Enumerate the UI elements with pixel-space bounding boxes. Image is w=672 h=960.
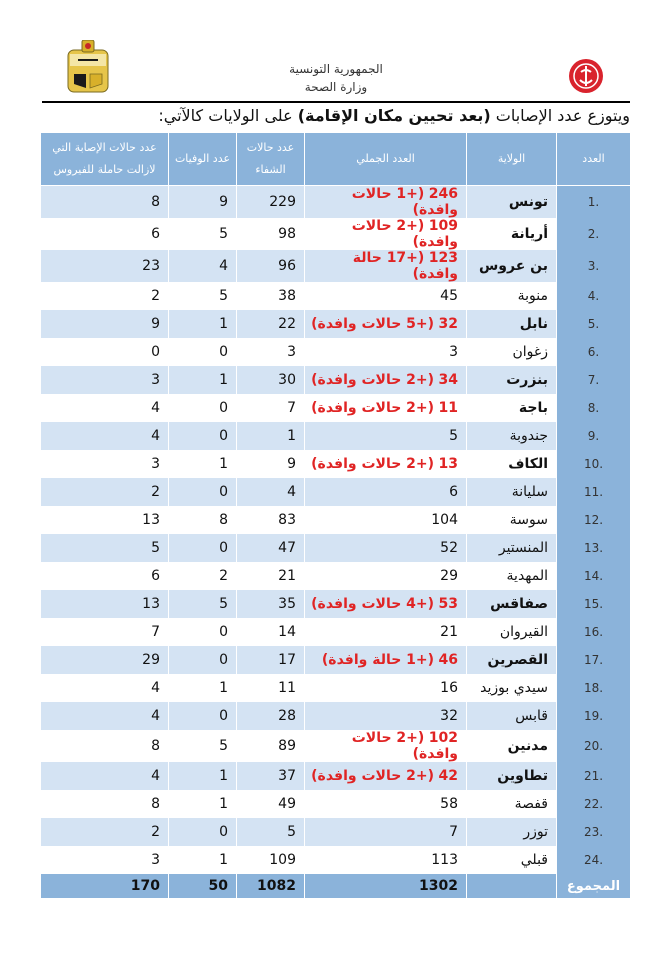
cell-active: 8 (41, 790, 169, 818)
cell-governorate: سليانة (467, 478, 557, 506)
total-cases: 1302 (305, 874, 467, 898)
cell-governorate: سوسة (467, 506, 557, 534)
imported-cases-note: (+5 حالات وافدة) (311, 316, 435, 332)
table-row (41, 646, 631, 674)
total-value: 34 (438, 372, 458, 388)
table-row (41, 338, 631, 366)
table-row (41, 562, 631, 590)
total-value: 32 (438, 316, 458, 332)
total-value: 46 (438, 652, 458, 668)
cell-deaths: 1 (169, 674, 237, 702)
cell-deaths: 0 (169, 338, 237, 366)
cell-recovered: 17 (237, 646, 305, 674)
imported-cases-note: (+1 حالات وافدة) (351, 186, 458, 218)
cell-index: 6. (557, 338, 631, 366)
cell-active: 8 (41, 186, 169, 219)
total-deaths: 50 (169, 874, 237, 898)
table-row (41, 790, 631, 818)
table-row (41, 450, 631, 478)
total-value: 45 (440, 288, 458, 304)
cell-index: 2. (557, 218, 631, 250)
cell-deaths: 1 (169, 762, 237, 790)
cell-active: 23 (41, 250, 169, 282)
country-name: الجمهورية التونسية (289, 62, 383, 76)
table-row (41, 506, 631, 534)
cell-index: 5. (557, 310, 631, 338)
total-value: 3 (449, 344, 458, 360)
table-row (41, 250, 631, 282)
cell-governorate: جندوبة (467, 422, 557, 450)
cell-total (305, 310, 467, 338)
total-value: 123 (428, 250, 458, 266)
cell-index: 12. (557, 506, 631, 534)
total-value: 16 (440, 680, 458, 696)
imported-cases-note: (+17 حالة وافدة) (352, 250, 458, 282)
table-row (41, 846, 631, 874)
cell-active: 13 (41, 506, 169, 534)
cell-recovered: 35 (237, 590, 305, 618)
cell-total (305, 250, 467, 282)
cell-index: 8. (557, 394, 631, 422)
cell-deaths: 0 (169, 818, 237, 846)
cell-recovered: 7 (237, 394, 305, 422)
cell-active: 7 (41, 618, 169, 646)
cell-governorate: نابل (467, 310, 557, 338)
table-row (41, 218, 631, 250)
cell-recovered: 21 (237, 562, 305, 590)
cell-index: 24. (557, 846, 631, 874)
cell-index: 16. (557, 618, 631, 646)
total-value: 109 (428, 218, 458, 234)
cell-active: 4 (41, 674, 169, 702)
table-row (41, 186, 631, 219)
cell-recovered: 96 (237, 250, 305, 282)
cell-index: 15. (557, 590, 631, 618)
cell-deaths: 2 (169, 562, 237, 590)
cell-index: 11. (557, 478, 631, 506)
table-row (41, 310, 631, 338)
cell-governorate: باجة (467, 394, 557, 422)
header-deaths: عدد الوفيات (169, 133, 237, 186)
cell-deaths: 0 (169, 702, 237, 730)
cell-recovered: 47 (237, 534, 305, 562)
cell-governorate: تطاوين (467, 762, 557, 790)
cell-deaths: 1 (169, 790, 237, 818)
header-governorate: الولاية (467, 133, 557, 186)
cell-total (305, 562, 467, 590)
table-row (41, 590, 631, 618)
cell-deaths: 0 (169, 478, 237, 506)
cell-deaths: 1 (169, 366, 237, 394)
intro-prefix: ويتوزع عدد الإصابات (490, 106, 630, 125)
cell-active: 3 (41, 366, 169, 394)
cell-index: 4. (557, 282, 631, 310)
cell-index: 21. (557, 762, 631, 790)
total-value: 104 (431, 512, 458, 528)
header-recovered: عدد حالات الشفاء (237, 133, 305, 186)
cell-index: 22. (557, 790, 631, 818)
total-value: 58 (440, 796, 458, 812)
intro-bold: (بعد تحيين مكان الإقامة) (297, 106, 491, 125)
cell-recovered: 1 (237, 422, 305, 450)
cell-active: 3 (41, 450, 169, 478)
cell-total (305, 422, 467, 450)
cell-total (305, 730, 467, 762)
cell-governorate: قابس (467, 702, 557, 730)
cell-total (305, 762, 467, 790)
cell-deaths: 8 (169, 506, 237, 534)
ministry-of-health-logo-icon (568, 58, 604, 94)
cell-deaths: 1 (169, 846, 237, 874)
cell-recovered: 3 (237, 338, 305, 366)
cell-active: 9 (41, 310, 169, 338)
cell-total (305, 702, 467, 730)
cell-active: 3 (41, 846, 169, 874)
cell-governorate: سيدي بوزيد (467, 674, 557, 702)
tunisia-coat-of-arms-icon (64, 40, 112, 96)
cell-deaths: 5 (169, 218, 237, 250)
total-value: 42 (438, 768, 458, 784)
imported-cases-note: (+2 حالات وافدة) (311, 456, 435, 472)
cell-total (305, 186, 467, 219)
imported-cases-note: (+2 حالات وافدة) (351, 730, 458, 762)
cell-governorate: بن عروس (467, 250, 557, 282)
total-value: 13 (438, 456, 458, 472)
cell-index: 3. (557, 250, 631, 282)
cell-total (305, 506, 467, 534)
cell-governorate: قفصة (467, 790, 557, 818)
header-index: العدد (557, 133, 631, 186)
imported-cases-note: (+2 حالات وافدة) (351, 218, 458, 250)
cell-active: 6 (41, 218, 169, 250)
cell-total (305, 338, 467, 366)
cell-active: 4 (41, 422, 169, 450)
cell-recovered: 9 (237, 450, 305, 478)
cell-governorate: زغوان (467, 338, 557, 366)
intro-suffix: على الولايات كالآتي: (158, 106, 298, 125)
cell-recovered: 89 (237, 730, 305, 762)
table-row (41, 730, 631, 762)
table-row (41, 422, 631, 450)
cell-deaths: 0 (169, 422, 237, 450)
cell-deaths: 5 (169, 730, 237, 762)
cell-index: 17. (557, 646, 631, 674)
cell-governorate: الكاف (467, 450, 557, 478)
cell-index: 9. (557, 422, 631, 450)
cell-total (305, 450, 467, 478)
cell-recovered: 109 (237, 846, 305, 874)
table-row (41, 618, 631, 646)
total-value: 246 (428, 186, 458, 202)
cell-active: 29 (41, 646, 169, 674)
cell-deaths: 0 (169, 646, 237, 674)
cell-recovered: 28 (237, 702, 305, 730)
cell-recovered: 22 (237, 310, 305, 338)
table-row (41, 534, 631, 562)
cell-total (305, 590, 467, 618)
totals-row (41, 874, 631, 898)
cell-governorate: تونس (467, 186, 557, 219)
header-divider (42, 101, 630, 103)
total-value: 113 (431, 852, 458, 868)
imported-cases-note: (+1 حالة وافدة) (321, 652, 435, 668)
cell-recovered: 11 (237, 674, 305, 702)
cell-governorate: أريانة (467, 218, 557, 250)
cell-governorate: منوبة (467, 282, 557, 310)
cell-deaths: 5 (169, 590, 237, 618)
cell-active: 13 (41, 590, 169, 618)
table-row (41, 674, 631, 702)
cell-recovered: 14 (237, 618, 305, 646)
cell-governorate: المنستير (467, 534, 557, 562)
table-row (41, 702, 631, 730)
cell-governorate: توزر (467, 818, 557, 846)
cell-active: 2 (41, 478, 169, 506)
cell-total (305, 478, 467, 506)
cell-active: 2 (41, 818, 169, 846)
cell-index: 1. (557, 186, 631, 219)
table-row (41, 762, 631, 790)
cell-total (305, 846, 467, 874)
total-value: 53 (438, 596, 458, 612)
cell-governorate: المهدية (467, 562, 557, 590)
cell-governorate: قبلي (467, 846, 557, 874)
cell-recovered: 38 (237, 282, 305, 310)
cell-total (305, 674, 467, 702)
imported-cases-note: (+2 حالات وافدة) (311, 400, 435, 416)
cell-active: 4 (41, 394, 169, 422)
table-row (41, 394, 631, 422)
cell-index: 14. (557, 562, 631, 590)
cell-deaths: 0 (169, 394, 237, 422)
table-header-row (41, 133, 631, 186)
cell-active: 2 (41, 282, 169, 310)
cell-recovered: 49 (237, 790, 305, 818)
table-row (41, 282, 631, 310)
cell-index: 23. (557, 818, 631, 846)
cell-deaths: 5 (169, 282, 237, 310)
table-row (41, 818, 631, 846)
cell-deaths: 4 (169, 250, 237, 282)
ministry-name: وزارة الصحة (304, 80, 368, 94)
cell-governorate: صفاقس (467, 590, 557, 618)
cell-index: 19. (557, 702, 631, 730)
cell-active: 8 (41, 730, 169, 762)
cell-total (305, 818, 467, 846)
imported-cases-note: (+2 حالات وافدة) (311, 372, 435, 388)
intro-sentence (40, 106, 630, 125)
cases-by-governorate-table (40, 132, 631, 898)
cell-recovered: 5 (237, 818, 305, 846)
cell-deaths: 0 (169, 618, 237, 646)
header-active: عدد حالات الإصابة التي لازالت حاملة للفيروس (41, 133, 169, 186)
cell-index: 10. (557, 450, 631, 478)
cell-active: 4 (41, 702, 169, 730)
table-row (41, 478, 631, 506)
total-value: 29 (440, 568, 458, 584)
cell-total (305, 282, 467, 310)
cell-active: 6 (41, 562, 169, 590)
table-row (41, 366, 631, 394)
cell-recovered: 83 (237, 506, 305, 534)
totals-spacer (467, 874, 557, 898)
total-value: 5 (449, 428, 458, 444)
header-total: العدد الجملي (305, 133, 467, 186)
total-recovered: 1082 (237, 874, 305, 898)
cell-deaths: 1 (169, 450, 237, 478)
cell-deaths: 1 (169, 310, 237, 338)
total-value: 52 (440, 540, 458, 556)
cell-recovered: 37 (237, 762, 305, 790)
cell-governorate: مدنين (467, 730, 557, 762)
cell-total (305, 646, 467, 674)
cell-deaths: 0 (169, 534, 237, 562)
cell-total (305, 218, 467, 250)
total-value: 32 (440, 708, 458, 724)
cell-recovered: 98 (237, 218, 305, 250)
cell-governorate: بنزرت (467, 366, 557, 394)
cell-total (305, 366, 467, 394)
total-value: 102 (428, 730, 458, 746)
total-value: 7 (449, 824, 458, 840)
totals-label: المجموع (557, 874, 631, 898)
total-value: 6 (449, 484, 458, 500)
document-header (0, 0, 672, 100)
cell-deaths: 9 (169, 186, 237, 219)
cell-total (305, 394, 467, 422)
total-value: 21 (440, 624, 458, 640)
cell-active: 5 (41, 534, 169, 562)
cell-active: 4 (41, 762, 169, 790)
cell-index: 7. (557, 366, 631, 394)
total-value: 11 (438, 400, 458, 416)
cell-governorate: القصرين (467, 646, 557, 674)
cell-recovered: 4 (237, 478, 305, 506)
cell-recovered: 229 (237, 186, 305, 219)
cell-governorate: القيروان (467, 618, 557, 646)
cell-index: 20. (557, 730, 631, 762)
cell-total (305, 534, 467, 562)
total-active: 170 (41, 874, 169, 898)
imported-cases-note: (+2 حالات وافدة) (311, 768, 435, 784)
table-body (41, 186, 631, 899)
cell-active: 0 (41, 338, 169, 366)
cell-total (305, 618, 467, 646)
cell-index: 13. (557, 534, 631, 562)
cell-index: 18. (557, 674, 631, 702)
cell-total (305, 790, 467, 818)
imported-cases-note: (+4 حالات وافدة) (311, 596, 435, 612)
cell-recovered: 30 (237, 366, 305, 394)
